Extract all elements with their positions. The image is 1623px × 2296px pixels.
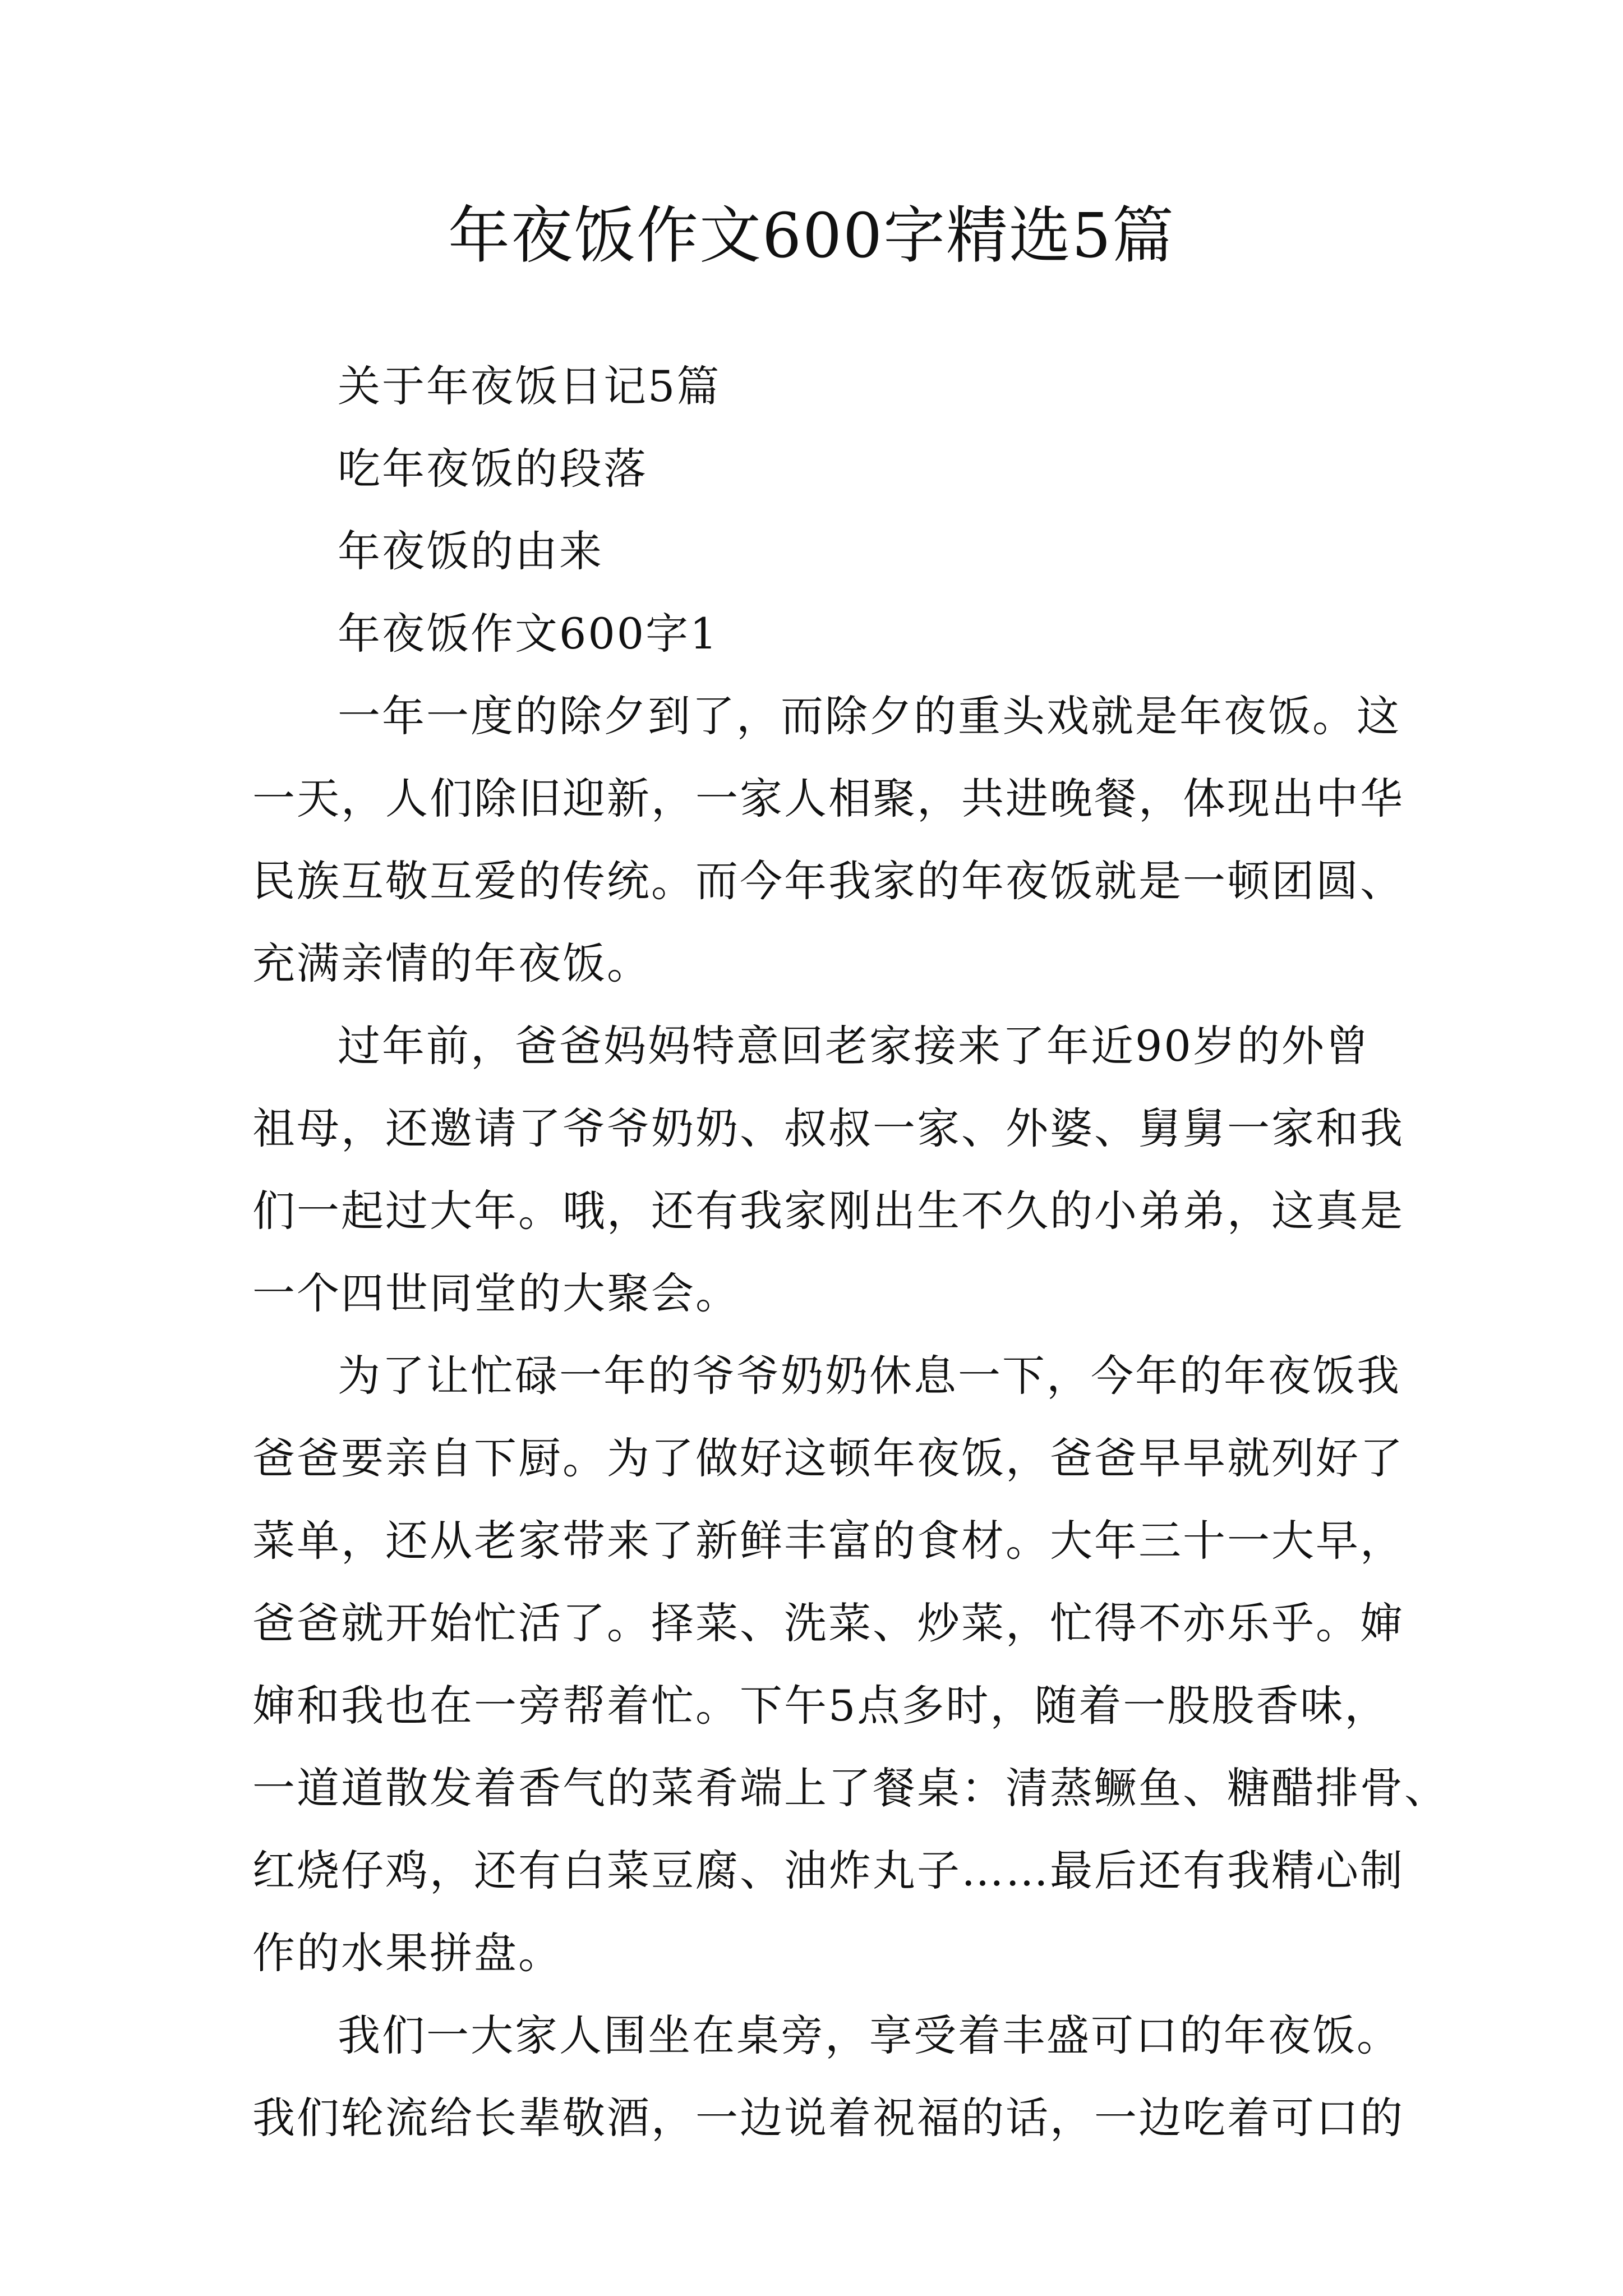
related-link-diary: 关于年夜饭日记5篇 xyxy=(338,361,721,411)
text-line: 一年一度的除夕到了，而除夕的重头戏就是年夜饭。这 xyxy=(338,691,1401,741)
text-line: 红烧仔鸡，还有白菜豆腐、油炸丸子……最后还有我精心制 xyxy=(252,1846,1404,1895)
text-line: 充满亲情的年夜饭。 xyxy=(252,938,651,988)
text-line: 我们一大家人围坐在桌旁，享受着丰盛可口的年夜饭。 xyxy=(338,2010,1401,2060)
text-line: 作的水果拼盘。 xyxy=(252,1928,562,1978)
text-line: 民族互敬互爱的传统。而今年我家的年夜饭就是一顿团圆、 xyxy=(252,856,1404,906)
text-line: 一个四世同堂的大聚会。 xyxy=(252,1268,740,1318)
text-line: 我们轮流给长辈敬酒，一边说着祝福的话，一边吃着可口的 xyxy=(252,2093,1404,2143)
document-body xyxy=(252,345,1449,2159)
document-title: 年夜饭作文600字精选5篇 xyxy=(448,200,1175,272)
text-line: 婶和我也在一旁帮着忙。下午5点多时，随着一股股香味， xyxy=(252,1681,1389,1731)
section-heading: 年夜饭作文600字1 xyxy=(338,609,719,659)
text-line: 一道道散发着香气的菜肴端上了餐桌：清蒸鳜鱼、糖醋排骨、 xyxy=(252,1763,1449,1813)
text-line: 们一起过大年。哦，还有我家刚出生不久的小弟弟，这真是 xyxy=(252,1186,1404,1236)
text-line: 爸爸就开始忙活了。择菜、洗菜、炒菜，忙得不亦乐乎。婶 xyxy=(252,1598,1404,1648)
related-link-origin: 年夜饭的由来 xyxy=(338,526,603,576)
related-link-paragraphs: 吃年夜饭的段落 xyxy=(338,444,648,494)
text-line: 过年前，爸爸妈妈特意回老家接来了年近90岁的外曾 xyxy=(338,1021,1370,1071)
text-line: 一天，人们除旧迎新，一家人相聚，共进晚餐，体现出中华 xyxy=(252,774,1404,823)
text-line: 菜单，还从老家带来了新鲜丰富的食材。大年三十一大早， xyxy=(252,1516,1404,1566)
text-line: 祖母，还邀请了爷爷奶奶、叔叔一家、外婆、舅舅一家和我 xyxy=(252,1103,1404,1153)
text-line: 为了让忙碌一年的爷爷奶奶休息一下，今年的年夜饭我 xyxy=(338,1351,1401,1401)
text-line: 爸爸要亲自下厨。为了做好这顿年夜饭，爸爸早早就列好了 xyxy=(252,1433,1404,1483)
